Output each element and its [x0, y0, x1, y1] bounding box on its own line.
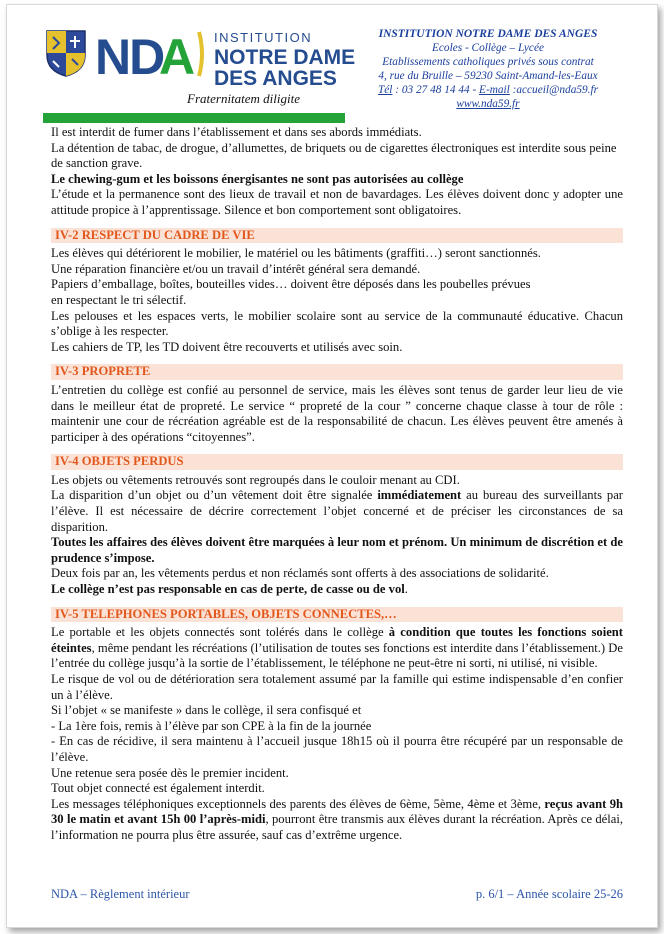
green-divider-bar	[43, 113, 345, 123]
header-contact-line	[343, 83, 633, 97]
respect-paragraph-4: en respectant le tri sélectif.	[51, 292, 187, 307]
section-title-respect: IV-2 RESPECT DU CADRE DE VIE	[51, 228, 623, 244]
svg-text:ND: ND	[95, 29, 164, 80]
telephones-paragraph-7: Tout objet connecté est également interdit.	[51, 781, 265, 796]
email-label[interactable]: E-mail	[479, 84, 510, 96]
objets-paragraph-1: Les objets ou vêtements retrouvés sont regroupés dans le couloir menant au CDI.	[51, 472, 460, 487]
header-status: Etablissements catholiques privés sous contrat	[382, 56, 594, 68]
tel-value: : 03 27 48 14 44 -	[392, 84, 480, 96]
objets-paragraph-3: Toutes les affaires des élèves doivent être marquées à leur nom et prénom. Un minimum de discrétion et de prudence s’impose.	[51, 535, 623, 565]
section-title-proprete: IV-3 PROPRETE	[51, 364, 623, 380]
telephones-paragraph-1: Le portable et les objets connectés sont tolérés dans le collège à condition que toutes les fonctions soient éteintes, même pendant les récréations (l’utilisation de toutes ses fonctions est interdite dans l’établissement.) De l’entrée du collège jusqu’à la sortie de l’établissement, le téléphone ne peut-être ni sorti, ni utilisé, ni visible.	[51, 625, 623, 671]
section-title-telephones: IV-5 TELEPHONES PORTABLES, OBJETS CONNECTES,…	[51, 607, 623, 623]
intro-paragraph-1: Il est interdit de fumer dans l’établissement et dans ses abords immédiats.	[51, 125, 422, 139]
motto: Fraternitatem diligite	[187, 91, 301, 106]
svg-text:A: A	[159, 29, 196, 80]
document-page	[6, 4, 658, 928]
respect-paragraph-2: Une réparation financière et/ou un travail d’intérêt général sera demandé.	[51, 261, 421, 276]
telephones-paragraph-3: Si l’objet « se manifeste » dans le collège, il sera confisqué et	[51, 703, 362, 718]
telephones-paragraph-4: - La 1ère fois, remis à l’élève par son CPE à la fin de la journée	[51, 718, 372, 733]
nda-logo-icon	[95, 28, 207, 80]
email-value[interactable]: :accueil@nda59.fr	[509, 84, 598, 96]
respect-paragraph-1: Les élèves qui détériorent le mobilier, le matériel ou les bâtiments (graffiti…) seront sanctionnés.	[51, 246, 541, 261]
respect-paragraph-3: Papiers d’emballage, boîtes, bouteilles vides… doivent être déposés dans les poubelles prévues	[51, 277, 531, 292]
telephones-paragraph-6: Une retenue sera posée dès le premier incident.	[51, 765, 289, 780]
intro-paragraph-2: La détention de tabac, de drogue, d’allumettes, de briquets ou de cigarettes électroniques est interdite sous peine de sanction grave.	[51, 140, 617, 171]
header-address: 4, rue du Bruille – 59230 Saint-Amand-les-Eaux	[378, 70, 598, 82]
header-levels: Ecoles - Collège – Lycée	[432, 42, 544, 54]
telephones-paragraph-8: Les messages téléphoniques exceptionnels des parents des élèves de 6ème, 5ème, 4ème et 3ème, reçus avant 9h 30 le matin et avant 15h 00 l’après-midi, pourront être transmis aux élèves durant la récréation. Après ce délai, l’information ne pourra plus être assurée, sauf cas d’extrême urgence.	[51, 796, 624, 842]
intro-paragraph-3: Le chewing-gum et les boissons énergisantes ne sont pas autorisées au collège	[51, 171, 464, 186]
institution-name-line1: NOTRE DAME	[214, 46, 356, 69]
institution-label: INSTITUTION	[214, 30, 313, 45]
institution-name-line2: DES ANGES	[214, 67, 337, 90]
proprete-paragraph-1: L’entretien du collège est confié au personnel de service, mais les élèves sont tenus de garder leur lieu de vie dans le meilleur état de propreté. Le service “ propreté de la cour ” concerne chaque classe à tour de rôle : maintenir une cour de récréation agréable est de la responsabilité de chacun. Les élèves peuvent être amenés à participer à des opérations “citoyennes”.	[51, 382, 623, 444]
objets-paragraph-5: Le collège n’est pas responsable en cas de perte, de casse ou de vol.	[51, 582, 408, 597]
footer-left: NDA – Règlement intérieur	[51, 887, 190, 901]
main-content	[51, 125, 623, 844]
respect-paragraph-6: Les cahiers de TP, les TD doivent être recouverts et utilisés avec soin.	[51, 339, 403, 354]
page-footer	[51, 887, 623, 902]
header-institution-title: INSTITUTION NOTRE DAME DES ANGES	[378, 28, 598, 40]
telephones-paragraph-5: - En cas de récidive, il sera maintenu à l’accueil jusque 18h15 où il pourra être récupéré par un responsable de l’élève.	[51, 734, 623, 764]
intro-paragraph-4: L’étude et la permanence sont des lieux de travail et non de bavardages. Les élèves doivent donc y adopter une attitude propice à l’apprentissage. Silence et bon comportement sont obligatoires.	[51, 187, 623, 217]
objets-paragraph-4: Deux fois par an, les vêtements perdus et non réclamés sont offerts à des associations de solidarité.	[51, 566, 549, 581]
tel-label: Tél	[378, 84, 393, 96]
section-title-objets-perdus: IV-4 OBJETS PERDUS	[51, 454, 623, 470]
header-contact-block	[343, 27, 633, 111]
crest-logo-icon	[45, 29, 87, 77]
institution-logo-text	[214, 31, 355, 89]
website-link[interactable]: www.nda59.fr	[456, 98, 520, 110]
respect-paragraph-5: Les pelouses et les espaces verts, le mobilier scolaire sont au service de la communauté éducative. Chacun s’oblige à les respecter.	[51, 308, 623, 339]
telephones-paragraph-2: Le risque de vol ou de détérioration sera totalement assumé par la famille qui estime indispensable d’en confier un à l’élève.	[51, 672, 623, 702]
footer-right: p. 6/1 – Année scolaire 25-26	[475, 887, 623, 901]
objets-paragraph-2: La disparition d’un objet ou d’un vêtement doit être signalée immédiatement au bureau des surveillants par l’élève. Il est nécessaire de décrire correctement l’objet concerné et de préciser les circonstances de sa disparition.	[51, 488, 623, 534]
